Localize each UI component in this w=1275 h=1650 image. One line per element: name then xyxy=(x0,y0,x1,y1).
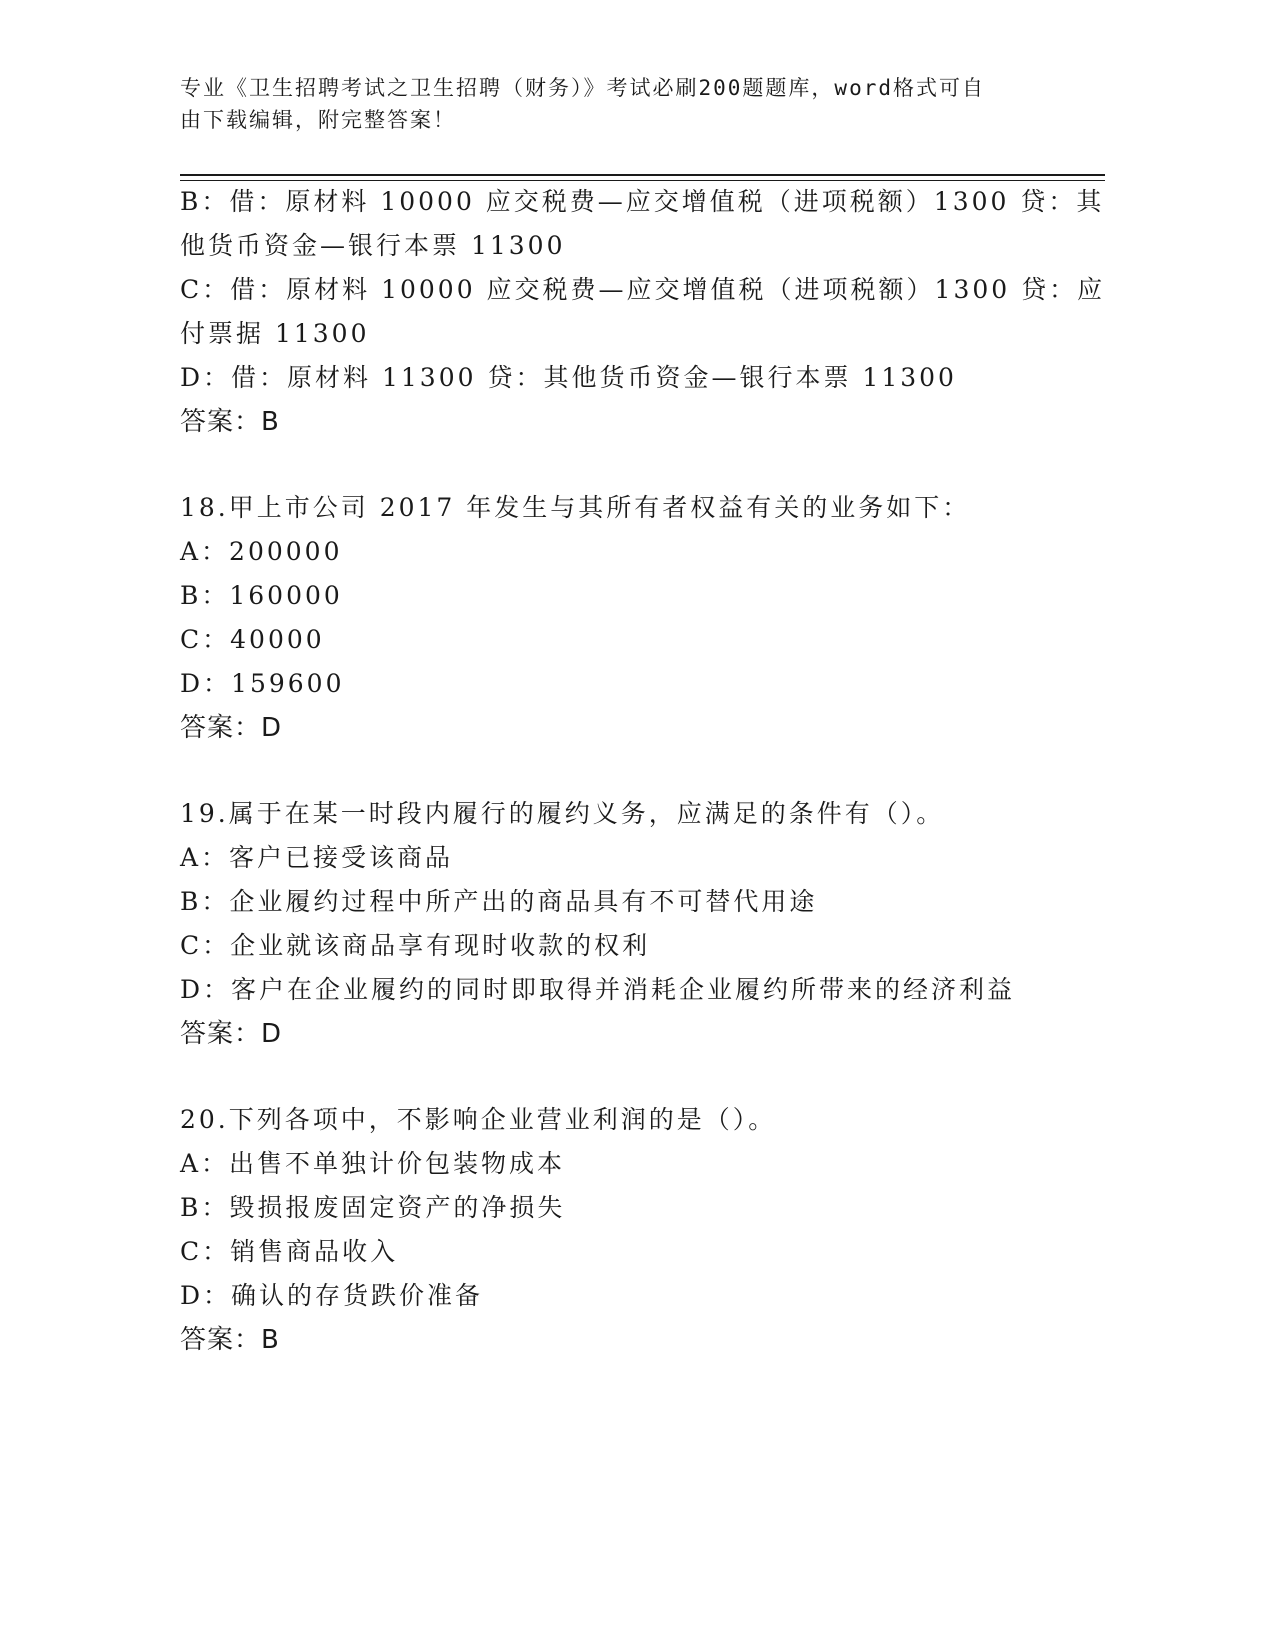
option-b: B：企业履约过程中所产出的商品具有不可替代用途 xyxy=(180,887,818,916)
option-c-line-1: C：借：原材料 10000 应交税费—应交增值税（进项税额）1300 贷：应 xyxy=(180,275,1106,304)
spacer xyxy=(180,1056,1050,1098)
option-c: C：销售商品收入 xyxy=(180,1237,399,1266)
option-c: C：40000 xyxy=(180,625,325,654)
question-text: 20.下列各项中，不影响企业营业利润的是（）。 xyxy=(180,1105,777,1134)
spacer xyxy=(180,444,1050,486)
option-b-line-2: 他货币资金—银行本票 11300 xyxy=(180,231,566,260)
option-c: C：企业就该商品享有现时收款的权利 xyxy=(180,931,651,960)
answer: 答案：B xyxy=(180,1325,280,1355)
document-header xyxy=(180,72,1050,136)
answer: 答案：D xyxy=(180,1019,283,1049)
option-b-line-1: B：借：原材料 10000 应交税费—应交增值税（进项税额）1300 贷：其 xyxy=(180,187,1105,216)
option-d: D：确认的存货跌价准备 xyxy=(180,1281,484,1310)
question-text: 19.属于在某一时段内履行的履约义务，应满足的条件有（）。 xyxy=(180,799,945,828)
answer: 答案：B xyxy=(180,407,280,437)
question-19 xyxy=(180,792,1050,1056)
header-line-2: 由下载编辑，附完整答案！ xyxy=(180,108,456,132)
header-line-1: 专业《卫生招聘考试之卫生招聘（财务）》考试必刷200题题库，word格式可自 xyxy=(180,76,985,100)
question-17-tail xyxy=(180,180,1106,444)
question-20 xyxy=(180,1098,1050,1362)
option-d: D：借：原材料 11300 贷：其他货币资金—银行本票 11300 xyxy=(180,363,957,392)
option-a: A：200000 xyxy=(180,537,343,566)
question-text: 18.甲上市公司 2017 年发生与其所有者权益有关的业务如下： xyxy=(180,493,971,522)
option-d: D：客户在企业履约的同时即取得并消耗企业履约所带来的经济利益 xyxy=(180,975,1016,1004)
spacer xyxy=(180,750,1050,792)
header-divider-thick xyxy=(180,174,1105,176)
document-body xyxy=(180,180,1106,1362)
answer: 答案：D xyxy=(180,713,283,743)
question-18 xyxy=(180,486,1050,750)
option-a: A：出售不单独计价包装物成本 xyxy=(180,1149,566,1178)
option-b: B：毁损报废固定资产的净损失 xyxy=(180,1193,566,1222)
option-b: B：160000 xyxy=(180,581,343,610)
option-a: A：客户已接受该商品 xyxy=(180,843,454,872)
option-d: D：159600 xyxy=(180,669,345,698)
option-c-line-2: 付票据 11300 xyxy=(180,319,370,348)
